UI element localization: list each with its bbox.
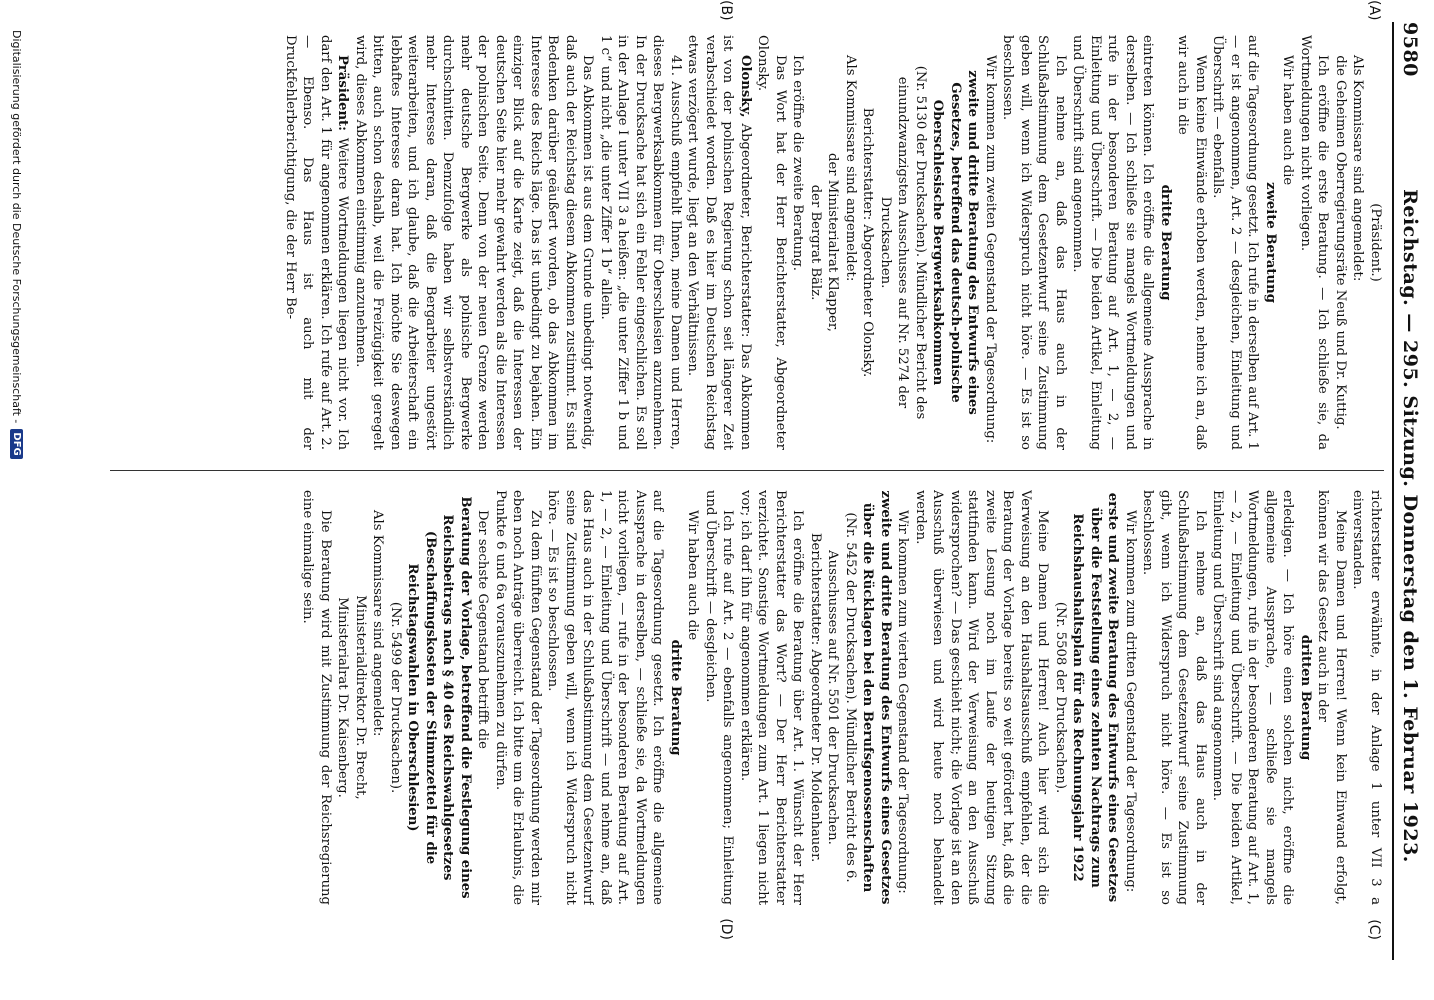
- heading-text: Beratung der Vorlage, betreffend die Festlegung eines Reichsbeitrags nach § 40 des Reichswahlgesetzes (Beschaffungskosten der Stimmzettel für die Reichstagswahlen in Oberschlesien): [405, 496, 473, 899]
- heading-text: zweite und dritte Beratung des Entwurfs eines Gesetzes, betreffend das deutsch-polnische Oberschlesische Bergwerksabkommen: [930, 70, 981, 415]
- section-heading: [1297, 490, 1315, 905]
- paragraph: Die Beratung wird mit Zustimmung der Reichsregierung eine einmalige sein.: [300, 490, 333, 905]
- paragraph: Ich eröffne die erste Beratung. — Ich schließe sie, da Wortmeldungen nicht vorliegen.: [1298, 35, 1331, 450]
- right-column: [120, 490, 1384, 905]
- paragraph: Als Kommissare sind angemeldet:: [1350, 55, 1366, 282]
- heading-text: zweite und dritte Beratung des Entwurfs eines Gesetzes über die Rücklagen bei den Berufsgenossenschaften: [860, 490, 893, 905]
- margin-mark-d: (D): [718, 918, 734, 940]
- paragraph: Ich nehme an, daß das Haus auch in der Schlußabstimmung dem Gesetzentwurf seine Zustimmung geben will, wenn ich Widerspruch nicht höre. — Es ist so beschlossen.: [1000, 35, 1068, 450]
- heading-text: dritten Beratung: [1298, 634, 1313, 761]
- speaker-note: (Präsident.): [1368, 203, 1383, 282]
- paragraph: Zu dem fünften Gegenstand der Tagesordnung werden mir eben noch Anträge überreicht. Ich bitte um die Erlaubnis, die Punkte 6 und 6a vorauszunehmen zu dürfen.: [493, 490, 543, 905]
- paragraph: auf die Tagesordnung gesetzt. Ich eröffne die allgemeine Aussprache in derselben, — schließe sie, da Wortmeldungen nicht vorliegen, — rufe in der besonderen Beratung auf Art. 1, — 2, — Einleitung und Überschrift — und nehme an, daß das Haus auch in der Schlußabstimmung dem Gesetzentwurf seine Zustimmung geben will, wenn ich Widerspruch nicht höre. — Es ist so beschlossen.: [545, 490, 666, 905]
- paragraph: (Nr. 5452 der Drucksachen). Mündlicher Bericht des 6. Ausschusses auf Nr. 5501 der Drucksachen.: [825, 512, 858, 883]
- paragraph: Ministerialrat Dr. Kaisenberg.: [335, 597, 351, 798]
- paragraph: Wir kommen zum dritten Gegenstand der Tagesordnung:: [1123, 510, 1138, 893]
- paragraph: Ich eröffne die zweite Beratung.: [790, 55, 806, 271]
- paragraph: erledigen. — Ich höre einen solchen nicht, eröffne die allgemeine Aussprache, — schließe sie mangels Wortmeldungen, rufe in der besonderen Beratung auf Art. 1, — 2, — Einleitung und Überschrift. — Die beiden Artikel, Einleitung und Überschrift sind angenommen.: [1210, 490, 1296, 905]
- paragraph: Wir kommen zum vierten Gegenstand der Tagesordnung:: [895, 510, 911, 894]
- paragraph: Meine Damen und Herren! Wenn kein Einwand erfolgt, können wir das Gesetz auch in der: [1315, 490, 1348, 905]
- paragraph: Ich eröffne die Beratung über Art. 1. Wünscht der Herr Berichterstatter das Wort? — Der Herr Berichterstatter verzichtet. Sonstige Wortmeldungen zum Art. 1 liegen nicht vor; ich darf ihn für angenommen erklären.: [738, 490, 806, 905]
- paragraph: der Bergrat Bälz.: [808, 184, 823, 301]
- paragraph: richterstatter erwähnte, in der Anlage 1 unter VII 3 a einverstanden.: [1350, 490, 1383, 905]
- paragraph: Das Wort hat der Herr Berichterstatter, Abgeordneter Olonsky.: [755, 35, 788, 450]
- paragraph: Wenn keine Einwände erhoben werden, nehme ich an, daß wir auch in die: [1175, 35, 1208, 450]
- heading-text: erste und zweite Beratung des Entwurfs eines Gesetzes über die Feststellung eines zehnten Nachtrags zum Reichshaushaltsplan für das Rechnungsjahr 1922: [1070, 492, 1121, 903]
- paragraph: (Nr. 5499 der Drucksachen).: [388, 601, 403, 794]
- heading-text: dritte Beratung: [1158, 184, 1173, 301]
- paragraph: (Nr. 5508 der Drucksachen).: [1053, 601, 1068, 794]
- paragraph: Meine Damen und Herren! Auch hier wird sich die Verweisung an den Haushaltsausschuß empfehlen, der die Beratung der Vorlage bereits so weit gefördert hat, daß die zweite Lesung noch im Laufe der heutigen Sitzung stattfinden kann. Wird der Verweisung an den Ausschuß widersprochen? — Das geschieht nicht; die Vorlage ist an den Ausschuß überwiesen und wird heute noch behandelt werden.: [913, 490, 1051, 905]
- paragraph: Das Abkommen ist aus dem Grunde unbedingt notwendig, daß auch der Reichstag diesem Abkommen zustimmt. Es sind Bedenken darüber geäußert worden, ob das Abkommen im Interesse des Reichs läge. Das ist unbedingt zu bejahen. Ein einziger Blick auf die Karte zeigt, daß die Interessen der deutschen Seite hier mehr gewahrt werden als die Interessen der polnischen Seite. Denn von der neuen Grenze werden mehr deutsche Bergwerke als polnische Bergwerke durchschnitten. Demzufolge haben wir selbstverständlich mehr Interesse daran, daß die Bergarbeiter ungestört weiterarbeiten, und ich glaube, daß die Arbeiterschaft ein lebhaftes Interesse daran hat. Ich möchte Sie deswegen bitten, auch schon deshalb, weil die Freizügigkeit geregelt wird, dieses Abkommen einstimmig anzunehmen.: [353, 35, 596, 450]
- running-title: Reichstag. — 295. Sitzung. Donnerstag den 1. Februar 1923.: [1399, 189, 1421, 863]
- paragraph: Wir haben auch die: [685, 510, 701, 641]
- footer-text: Digitalisierung gefördert durch die Deutsche Forschungsgemeinschaft -: [10, 30, 23, 424]
- speaker-name: Präsident:: [335, 55, 351, 132]
- paragraph: Der sechste Gegenstand betrifft die: [475, 510, 491, 749]
- margin-mark-c: (C): [1366, 919, 1382, 940]
- dfg-logo: DFG: [10, 429, 23, 458]
- page-number: 9580: [1399, 22, 1421, 77]
- paragraph: die Geheimen Oberregierungsräte Neuß und Dr. Kuttig.: [1333, 55, 1348, 430]
- left-column: [120, 35, 1384, 450]
- speech-paragraph: [684, 35, 754, 450]
- paragraph: Wir haben auch die: [1280, 55, 1296, 186]
- paragraph: Wir kommen zum zweiten Gegenstand der Tagesordnung:: [983, 55, 998, 444]
- margin-mark-a: (A): [1366, 0, 1382, 21]
- paragraph: (Nr. 5130 der Drucksachen). Mündlicher Bericht des einundzwanzigsten Ausschusses auf Nr. 5274 der Drucksachen.: [878, 65, 928, 420]
- paragraph: Als Kommissare sind angemeldet:: [843, 55, 858, 282]
- paragraph: Ich nehme an, daß das Haus auch in der Schlußabstimmung dem Gesetzentwurf seine Zustimmung gibt, wenn ich Widerspruch nicht höre. — Es ist so beschlossen.: [1140, 490, 1208, 905]
- agenda-item-title: [1069, 490, 1122, 905]
- section-heading: [1157, 35, 1175, 450]
- heading-text: dritte Beratung: [668, 639, 683, 756]
- paragraph: Als Kommissare sind angemeldet:: [370, 510, 386, 737]
- speaker-name: Olonsky,: [738, 55, 753, 118]
- rapporteur-line: Berichterstatter: Abgeordneter Dr. Moldenhauer.: [808, 532, 823, 863]
- column-divider: [110, 470, 1384, 471]
- paragraph: der Ministerialrat Klapper,: [825, 153, 841, 332]
- paragraph: Ich rufe auf Art. 2 — ebenfalls angenommen; Einleitung und Überschrift — desgleichen.: [703, 490, 736, 905]
- page-header: [1392, 22, 1426, 960]
- agenda-item-title: [859, 490, 894, 905]
- agenda-item-title: [929, 35, 982, 450]
- heading-text: zweite Beratung: [1263, 182, 1278, 303]
- paragraph: Ministerialdirektor Dr. Brecht,: [353, 595, 368, 800]
- section-heading: [667, 490, 685, 905]
- margin-mark-b: (B): [718, 0, 734, 21]
- paragraph: eintreten können. Ich eröffne die allgemeine Aussprache in derselben. — Ich schließe sie mangels Wortmeldungen und rufe in der besonderen Beratung auf Art. 1, — 2, — Einleitung und Überschrift. — Die beiden Artikel, Einleitung und Überschrift sind angenommen.: [1070, 35, 1156, 450]
- speech-text: Weitere Wortmeldungen liegen nicht vor. Ich darf den Art. 1 für angenommen erklären. Ich rufe auf Art. 2. — Ebenso. Das Haus ist auch mit der Druckfehlerberichtigung, die der Herr Be-: [283, 35, 351, 450]
- speech-text: Abgeordneter, Berichterstatter: Das Abkommen ist von der polnischen Regierung schon seit längerer Zeit verabschiedet worden. Daß es hier im Deutschen Reichstag etwas verzögert wurde, liegt an den Verhältnissen.: [685, 35, 753, 450]
- paragraph: auf die Tagesordnung gesetzt. Ich rufe in derselben auf Art. 1 — er ist angenommen, Art. 2 — desgleichen, Einleitung und Überschrift — ebenfalls.: [1210, 35, 1261, 450]
- section-heading: [1262, 35, 1280, 450]
- digitization-footer: [10, 30, 23, 459]
- agenda-item-title: [404, 490, 474, 905]
- rapporteur-line: Berichterstatter: Abgeordneter Olonsky.: [860, 107, 876, 378]
- paragraph: 41. Ausschuß empfiehlt Ihnen, meine Damen und Herren, dieses Bergwerksabkommen für Oberschlesien anzunehmen. In der Drucksache hat sich ein Fehler eingeschlichen. Es soll in der Anlage I unter VII 3 a heißen: „die unter Ziffer 1 b und 1 c“ und nicht „die unter Ziffer 1 b“ allein.: [598, 35, 683, 450]
- speech-paragraph: [282, 35, 352, 450]
